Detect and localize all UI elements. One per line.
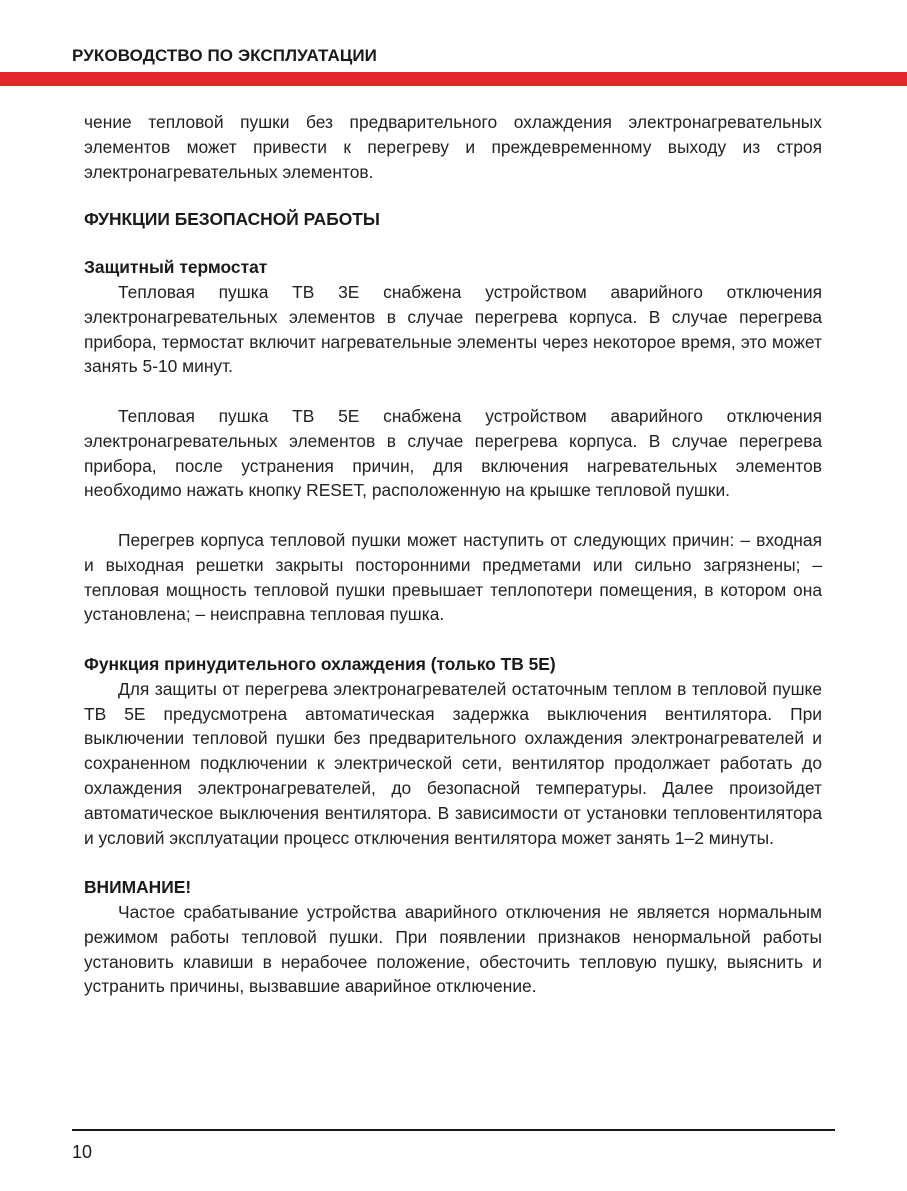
intro-paragraph: чение тепловой пушки без предварительного охлаждения электронагревательных элементов может привести к перегреву и преждевременному выходу из строя электронагревательных элементов. [84, 112, 822, 182]
section-title: ФУНКЦИИ БЕЗОПАСНОЙ РАБОТЫ [84, 209, 380, 230]
spacer [84, 503, 822, 528]
document-header-title: РУКОВОДСТВО ПО ЭКСПЛУАТАЦИИ [72, 46, 377, 65]
warning-heading: ВНИМАНИЕ! [84, 877, 192, 898]
footer-divider [72, 1129, 835, 1131]
spacer [84, 627, 822, 652]
thermostat-paragraph-tb3e: Тепловая пушка ТВ 3Е снабжена устройством аварийного отключения электронагревательных элементов в случае перегрева корпуса. В случае перегрева прибора, термостат включит нагревательные элементы через некоторое время, это может занять 5-10 минут. [84, 281, 822, 377]
cooling-heading: Функция принудительного охлаждения (только ТВ 5Е) [84, 653, 556, 674]
spacer [84, 379, 822, 404]
thermostat-heading: Защитный термостат [84, 257, 268, 278]
spacer [84, 850, 822, 875]
header-accent-bar [0, 72, 907, 86]
thermostat-paragraph-tb5e: Тепловая пушка ТВ 5Е снабжена устройством аварийного отключения электронагревательных элементов в случае перегрева корпуса. В случае перегрева прибора, после устранения причин, для включения нагревательных элементов необходимо нажать кнопку RESET, расположенную на крышке тепловой пушки. [84, 405, 822, 501]
overheat-causes-paragraph: Перегрев корпуса тепловой пушки может наступить от следующих причин: – входная и выходная решетки закрыты посторонними предметами или сильно загрязнены; – тепловая мощность тепловой пушки превышает теплопотери помещения, в котором она установлена; – неисправна тепловая пушка. [84, 529, 822, 625]
warning-paragraph: Частое срабатывание устройства аварийного отключения не является нормальным режимом работы тепловой пушки. При появлении признаков ненормальной работы установить клавиши в нерабочее положение, обесточить тепловую пушку, выяснить и устранить причины, вызвавшие аварийное отключение. [84, 901, 822, 997]
page-content [84, 110, 822, 999]
cooling-paragraph: Для защиты от перегрева электронагревателей остаточным теплом в тепловой пушке ТВ 5Е предусмотрена автоматическая задержка выключения вентилятора. При выключении тепловой пушки без предварительного охлаждения электронагревателей и сохраненном подключении к электрической сети, вентилятор продолжает работать до охлаждения электронагревателей, до безопасной температуры. Далее произойдет автоматическое выключения вентилятора. В зависимости от установки тепловентилятора и условий эксплуатации процесс отключения вентилятора может занять 1–2 минуты. [84, 678, 822, 848]
page-number: 10 [72, 1142, 93, 1162]
